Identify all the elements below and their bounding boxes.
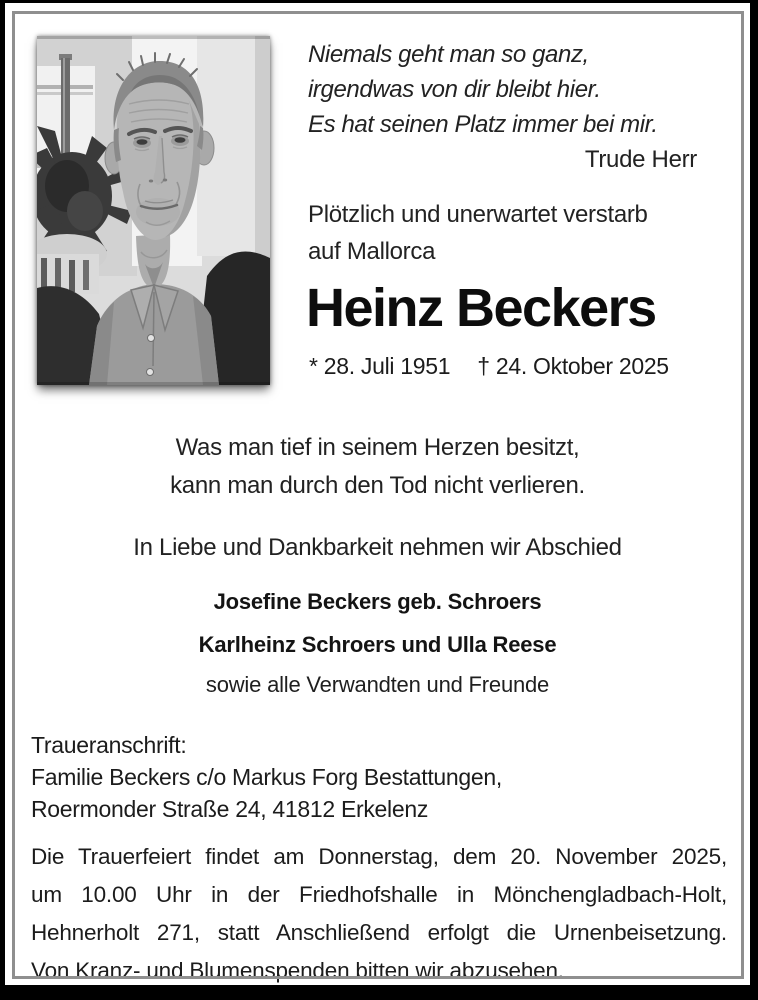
obituary-paper xyxy=(5,3,750,985)
farewell-line: In Liebe und Dankbarkeit nehmen wir Abschied xyxy=(133,534,622,561)
verse-line-2: kann man durch den Tod nicht verlieren. xyxy=(170,472,585,499)
mourner-name-1: Josefine Beckers geb. Schroers xyxy=(213,589,542,614)
portrait-illustration xyxy=(37,36,270,385)
quote-attribution: Trude Herr xyxy=(584,146,697,173)
quote-line-3: Es hat seinen Platz immer bei mir. xyxy=(308,111,658,138)
birth-date: * 28. Juli 1951 xyxy=(309,353,451,379)
funeral-details xyxy=(31,838,727,990)
death-announcement-line-1: Plötzlich und unerwartet verstarb xyxy=(308,201,648,228)
mourner-line-3: sowie alle Verwandten und Freunde xyxy=(205,672,550,697)
deceased-name: Heinz Beckers xyxy=(306,278,656,338)
verse-line-1: Was man tief in seinem Herzen besitzt, xyxy=(175,434,580,461)
funeral-line-3: Hehnerholt 271, statt Anschließend erfolgt die Urnenbeisetzung. xyxy=(31,920,727,945)
death-date: † 24. Oktober 2025 xyxy=(477,353,669,379)
deceased-photo xyxy=(37,36,270,385)
funeral-line-1: Die Trauerfeiert findet am Donnerstag, dem 20. November 2025, xyxy=(31,844,727,869)
mourner-name-2: Karlheinz Schroers und Ulla Reese xyxy=(198,632,557,657)
death-announcement xyxy=(308,196,708,270)
mourning-address-label: Traueranschrift: xyxy=(31,732,187,758)
mourning-address-line-2: Roermonder Straße 24, 41812 Erkelenz xyxy=(31,796,429,822)
life-dates xyxy=(309,352,669,380)
memorial-verse xyxy=(5,429,750,505)
funeral-line-2: um 10.00 Uhr in der Friedhofshalle in Mönchengladbach-Holt, xyxy=(31,882,727,907)
quote-line-1: Niemals geht man so ganz, xyxy=(308,41,589,68)
death-announcement-line-2: auf Mallorca xyxy=(308,238,436,265)
mourning-address-line-1: Familie Beckers c/o Markus Forg Bestattungen, xyxy=(31,764,502,790)
mourning-address-block xyxy=(31,729,631,825)
memorial-quote xyxy=(308,37,700,142)
funeral-line-4: Von Kranz- und Blumenspenden bitten wir abzusehen. xyxy=(31,958,564,983)
quote-line-2: irgendwas von dir bleibt hier. xyxy=(308,76,601,103)
